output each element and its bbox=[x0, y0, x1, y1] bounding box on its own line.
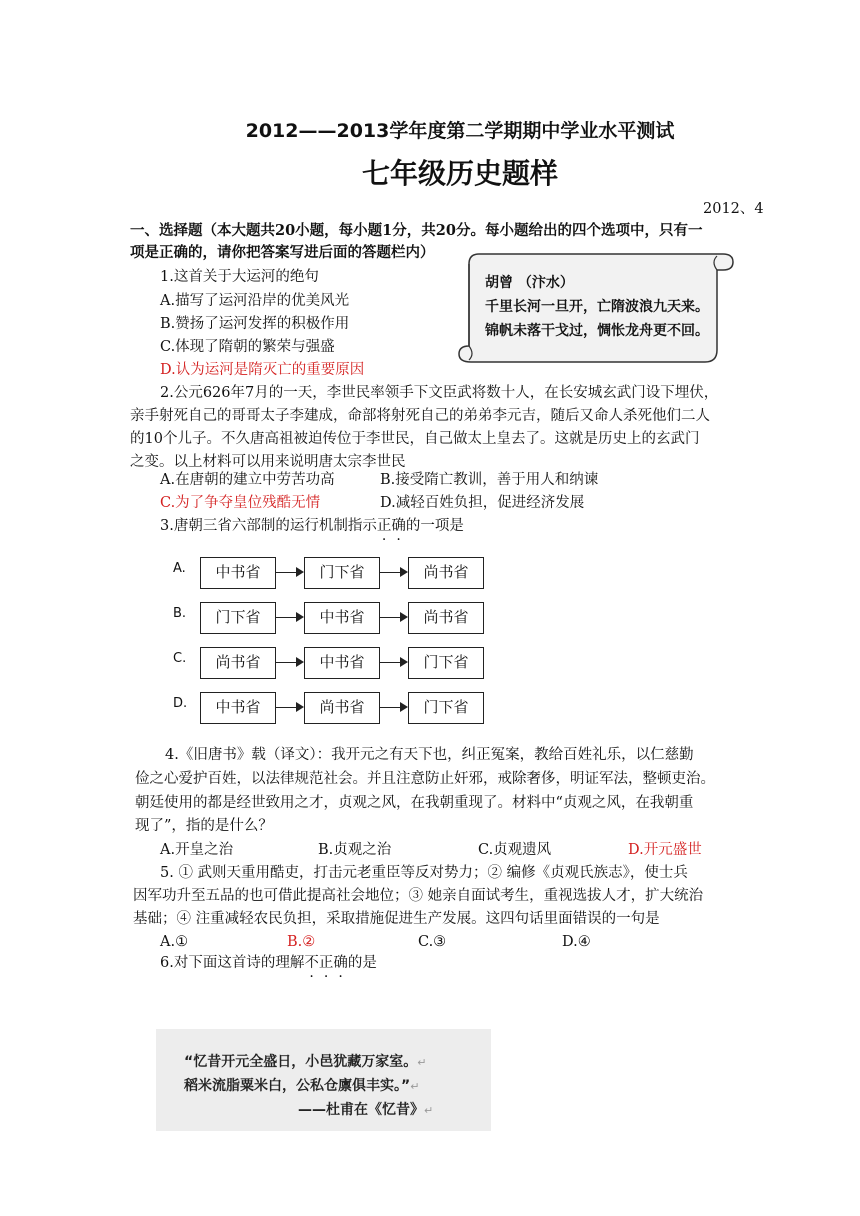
q2-option-b: B.接受隋亡教训，善于用人和纳谏 bbox=[380, 472, 599, 488]
poem2-line2: 稻米流脂粟米白，公私仓廪俱丰实。”↵ bbox=[184, 1078, 420, 1094]
arrow-right-icon bbox=[276, 707, 302, 708]
q4-option-b: B.贞观之治 bbox=[318, 842, 392, 858]
exam-title: 2012——2013学年度第二学期期中学业水平测试 bbox=[245, 120, 675, 142]
q2-option-d: D.减轻百姓负担，促进经济发展 bbox=[380, 495, 585, 511]
exam-subtitle: 七年级历史题样 bbox=[361, 157, 558, 190]
arrow-right-icon bbox=[380, 662, 406, 663]
section-intro-line2: 项是正确的，请你把答案写进后面的答题栏内） bbox=[130, 244, 435, 261]
q3-flow-box: 中书省 bbox=[200, 557, 276, 589]
q1-option-c: C.体现了隋朝的繁荣与强盛 bbox=[160, 339, 335, 355]
arrow-right-icon bbox=[276, 617, 302, 618]
q3-option-label: D. bbox=[173, 696, 188, 711]
q2-line3: 的10个儿子。不久唐高祖被迫传位于李世民，自己做太上皇去了。这就是历史上的玄武门 bbox=[130, 431, 700, 447]
q5-line3: 基础；④ 注重减轻农民负担，采取措施促进生产发展。这四句话里面错误的一句是 bbox=[133, 911, 660, 927]
arrow-right-icon bbox=[380, 617, 406, 618]
poem2-box bbox=[156, 1029, 491, 1131]
q5-option-a: A.① bbox=[160, 934, 189, 950]
q3-flow-box: 中书省 bbox=[304, 602, 380, 634]
poem-scroll bbox=[455, 250, 737, 368]
q4-line2: 俭之心爱护百姓，以法律规范社会。并且注意防止奸邪，戒除奢侈，明证军法，整顿吏治。 bbox=[135, 771, 715, 787]
q3-stem: 3.唐朝三省六部制的运行机制指示正确的一项是 bbox=[160, 518, 464, 534]
q3-flow-box: 中书省 bbox=[304, 647, 380, 679]
q2-line1: 2.公元626年7月的一天，李世民率领手下文臣武将数十人，在长安城玄武门设下埋伏， bbox=[160, 385, 719, 401]
arrow-right-icon bbox=[276, 662, 302, 663]
q3-flow-box: 门下省 bbox=[408, 692, 484, 724]
q3-flow-box: 尚书省 bbox=[304, 692, 380, 724]
q3-flow-box: 尚书省 bbox=[408, 602, 484, 634]
poem1-author: 胡曾 （汴水） bbox=[485, 275, 574, 291]
poem1-line2: 锦帆未落干戈过，惆怅龙舟更不回。 bbox=[485, 323, 709, 339]
poem1-line1: 千里长河一旦开，亡隋波浪九天来。 bbox=[485, 299, 709, 315]
q5-line1: 5. ① 武则天重用酷吏，打击元老重臣等反对势力；② 编修《贞观氏族志》，使士兵 bbox=[160, 865, 688, 881]
q3-flow-box: 尚书省 bbox=[200, 647, 276, 679]
q2-option-c: C.为了争夺皇位残酷无情 bbox=[160, 495, 321, 511]
q3-flow-box: 中书省 bbox=[200, 692, 276, 724]
q4-line3: 朝廷使用的都是经世致用之才，贞观之风，在我朝重现了。材料中“贞观之风，在我朝重 bbox=[135, 795, 694, 811]
q1-option-b: B.赞扬了运河发挥的积极作用 bbox=[160, 316, 350, 332]
q1-stem: 1.这首关于大运河的绝句 bbox=[160, 269, 319, 285]
q1-option-a: A.描写了运河沿岸的优美风光 bbox=[160, 293, 350, 309]
q4-option-c: C.贞观遗风 bbox=[478, 842, 552, 858]
arrow-right-icon bbox=[380, 572, 406, 573]
exam-date: 2012、4 bbox=[703, 201, 764, 217]
q4-option-a: A.开皇之治 bbox=[160, 842, 234, 858]
q3-flow-box: 门下省 bbox=[304, 557, 380, 589]
q4-option-d: D.开元盛世 bbox=[628, 842, 702, 858]
q2-line2: 亲手射死自己的哥哥太子李建成，命部将射死自己的弟弟李元吉，随后又命人杀死他们二人 bbox=[130, 408, 710, 424]
q3-flow-box: 门下省 bbox=[408, 647, 484, 679]
q4-line1: 4.《旧唐书》载（译文）：我开元之有天下也，纠正冤案，教给百姓礼乐，以仁慈勤 bbox=[165, 747, 694, 763]
arrow-right-icon bbox=[276, 572, 302, 573]
q2-option-a: A.在唐朝的建立中劳苦功高 bbox=[160, 472, 335, 488]
q1-option-d: D.认为运河是隋灭亡的重要原因 bbox=[160, 362, 365, 378]
q5-option-b: B.② bbox=[287, 934, 316, 950]
section-intro-line1: 一、选择题（本大题共20小题，每小题1分，共20分。每小题给出的四个选项中，只有一 bbox=[130, 222, 703, 239]
q3-option-label: B. bbox=[173, 606, 187, 621]
q4-line4: 现了”，指的是什么？ bbox=[135, 818, 273, 834]
poem2-attribution: ——杜甫在《忆昔》↵ bbox=[298, 1102, 434, 1118]
q5-option-d: D.④ bbox=[562, 934, 591, 950]
q5-line2: 因军功升至五品的也可借此提高社会地位；③ 她亲自面试考生，重视选拔人才，扩大统治 bbox=[133, 888, 704, 904]
poem2-line1: “忆昔开元全盛日，小邑犹藏万家室。↵ bbox=[184, 1054, 427, 1070]
q5-option-c: C.③ bbox=[418, 934, 447, 950]
q3-flow-box: 尚书省 bbox=[408, 557, 484, 589]
q3-flow-box: 门下省 bbox=[200, 602, 276, 634]
arrow-right-icon bbox=[380, 707, 406, 708]
q3-option-label: C. bbox=[173, 651, 187, 666]
q2-line4: 之变。以上材料可以用来说明唐太宗李世民 bbox=[130, 454, 406, 470]
q3-option-label: A. bbox=[173, 561, 186, 576]
q6-stem: 6.对下面这首诗的理解不正确的是 bbox=[160, 955, 377, 971]
